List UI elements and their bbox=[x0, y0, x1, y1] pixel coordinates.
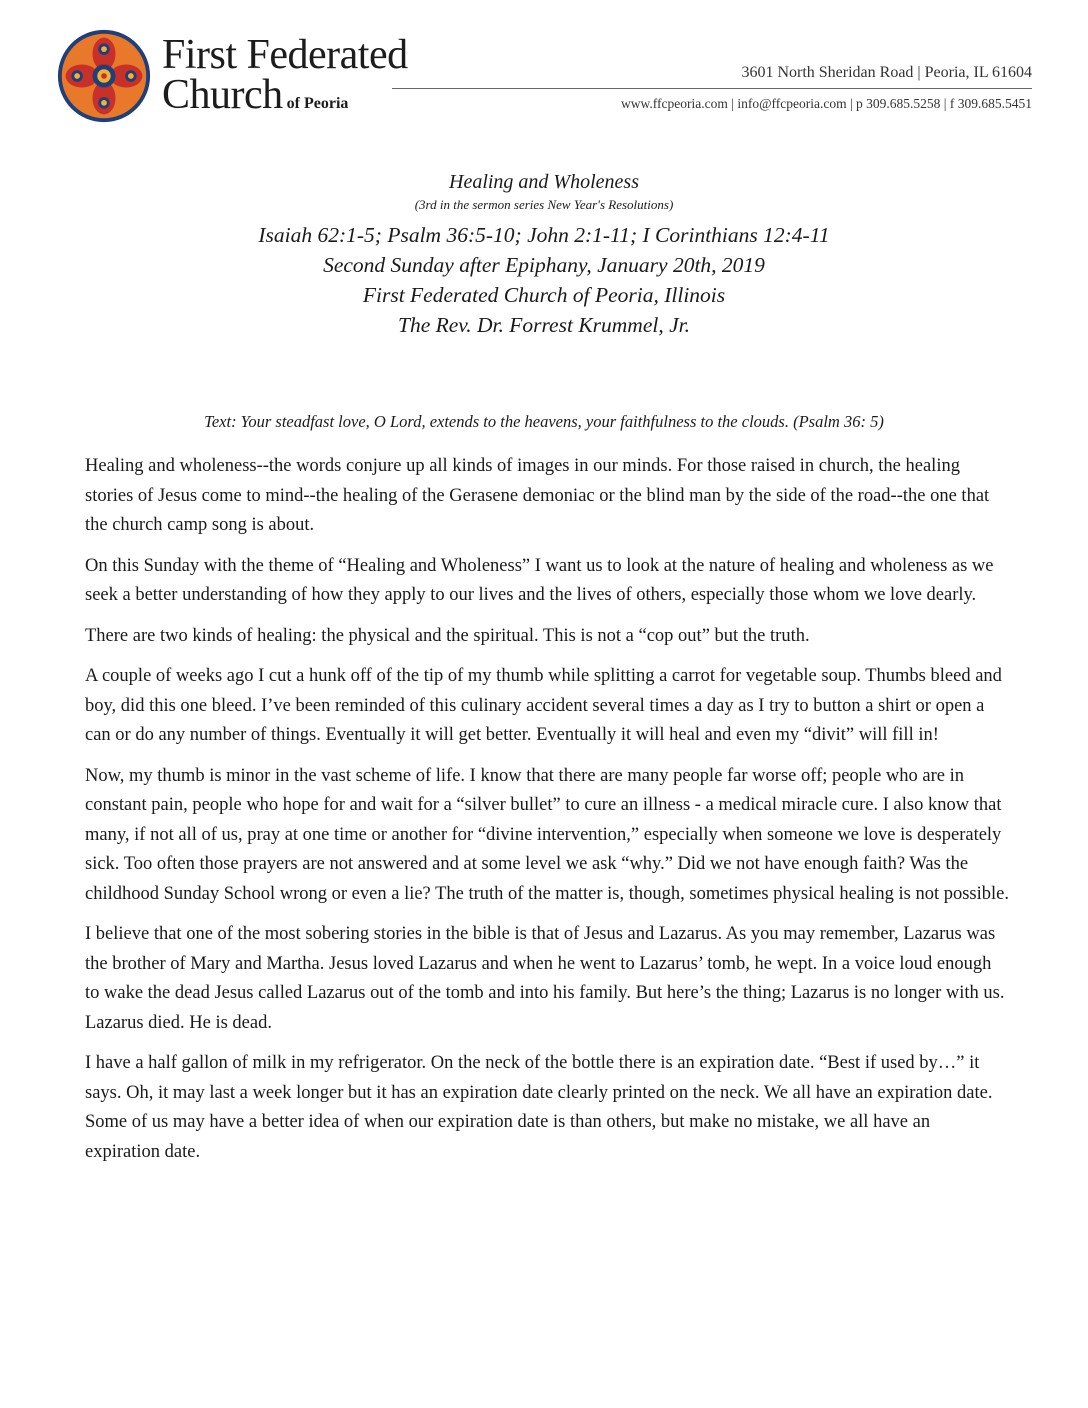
paragraph: I have a half gallon of milk in my refrigerator. On the neck of the bottle there is an expiration date. “Best if used by…” it says. Oh, it may last a week longer but it has an expiration date clearly printed on the neck. We all have an expiration date. Some of us may have a better idea of when our expiration date is than others, but make no mistake, we all have an expiration date. bbox=[85, 1053, 993, 1162]
paragraph: There are two kinds of healing: the physical and the spiritual. This is not a “cop out” but the truth. bbox=[85, 625, 810, 646]
church-logo bbox=[56, 28, 152, 124]
sermon-title: Healing and Wholeness bbox=[449, 171, 639, 193]
sermon-body bbox=[85, 452, 1009, 1178]
sermon-series: (3rd in the sermon series New Year's Resolutions) bbox=[414, 197, 674, 212]
sermon-scriptures: Isaiah 62:1-5; Psalm 36:5-10; John 2:1-11; I Corinthians 12:4-11 bbox=[258, 223, 830, 247]
org-name-secondary bbox=[162, 74, 348, 116]
sermon-heading bbox=[0, 168, 1088, 340]
sermon-occasion: Second Sunday after Epiphany, January 20th, 2019 bbox=[323, 253, 765, 277]
church-contact: www.ffcpeoria.com | info@ffcpeoria.com | p 309.685.5258 | f 309.685.5451 bbox=[621, 96, 1032, 111]
sermon-preacher: The Rev. Dr. Forrest Krummel, Jr. bbox=[397, 313, 690, 337]
paragraph: A couple of weeks ago I cut a hunk off of the tip of my thumb while splitting a carrot for vegetable soup. Thumbs bleed and boy, did this one bleed. I’ve been reminded of this culinary accident several times a day as I try to button a shirt or open a can or do any number of things. Eventually it will get better. Eventually it will heal and even my “divit” will fill in! bbox=[85, 666, 1002, 745]
org-name-church: Church bbox=[162, 72, 283, 118]
paragraph: I believe that one of the most sobering stories in the bible is that of Jesus and Lazarus. As you may remember, Lazarus was the brother of Mary and Martha. Jesus loved Lazarus and when he went to Lazarus’ tomb, he wept. In a voice loud enough to wake the dead Jesus called Lazarus out of the tomb and into his family. But here’s the thing; Lazarus is no longer with us. Lazarus died. He is dead. bbox=[85, 924, 1005, 1033]
sermon-location: First Federated Church of Peoria, Illinois bbox=[362, 283, 726, 307]
paragraph: Now, my thumb is minor in the vast scheme of life. I know that there are many people far worse off; people who are in constant pain, people who hope for and wait for a “silver bullet” to cure an illness - a medical miracle cure. I also know that many, if not all of us, pray at one time or another for “divine intervention,” especially when someone we love is desperately sick. Too often those prayers are not answered and at some level we ask “why.” Did we not have enough faith? Was the childhood Sunday School wrong or even a lie? The truth of the matter is, though, sometimes physical healing is not possible. bbox=[85, 765, 1009, 904]
letterhead bbox=[0, 0, 1088, 135]
org-name: First Federated bbox=[162, 32, 408, 78]
church-address: 3601 North Sheridan Road | Peoria, IL 61604 bbox=[741, 64, 1032, 81]
paragraph: Healing and wholeness--the words conjure up all kinds of images in our minds. For those raised in church, the healing stories of Jesus come to mind--the healing of the Gerasene demoniac or the blind man by the side of the road--the one that the church camp song is about. bbox=[85, 456, 990, 535]
org-name-location: of Peoria bbox=[286, 95, 349, 112]
paragraph: On this Sunday with the theme of “Healing and Wholeness” I want us to look at the nature of healing and wholeness as we seek a better understanding of how they apply to our lives and the lives of others, especially those whom we love dearly. bbox=[85, 555, 994, 605]
epigraph: Text: Your steadfast love, O Lord, extends to the heavens, your faithfulness to the clouds. (Psalm 36: 5) bbox=[204, 412, 884, 431]
letterhead-divider bbox=[392, 88, 1032, 89]
